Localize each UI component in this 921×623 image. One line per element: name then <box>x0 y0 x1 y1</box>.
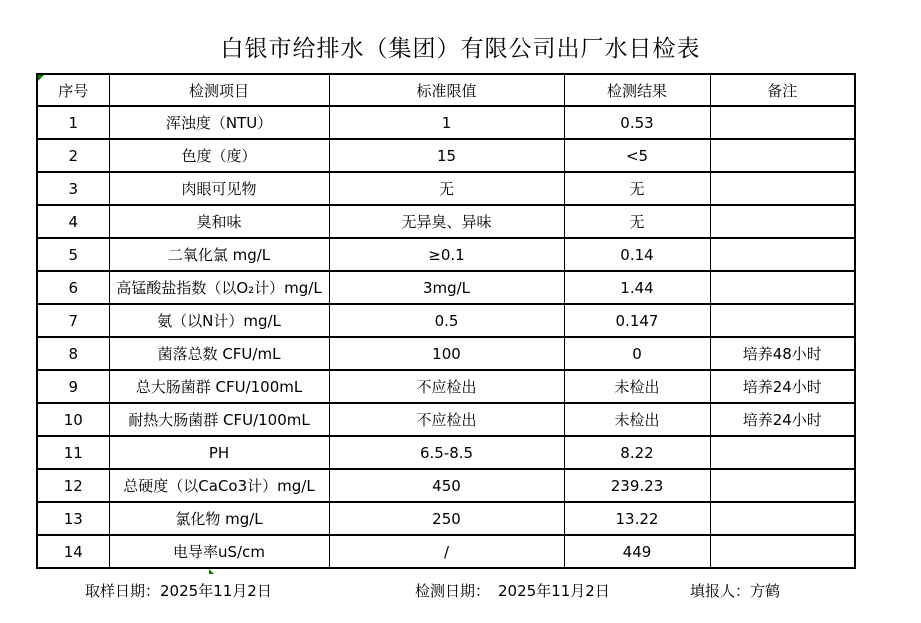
cell-item: 肉眼可见物 <box>109 172 329 205</box>
table-body <box>37 106 855 568</box>
cell-index: 6 <box>37 271 109 304</box>
testing-date <box>415 580 610 601</box>
cell-index: 8 <box>37 337 109 370</box>
cell-remark <box>710 238 855 271</box>
table-row <box>37 436 855 469</box>
cell-remark: 培养24小时 <box>710 370 855 403</box>
cell-result: 8.22 <box>564 436 710 469</box>
cell-index: 10 <box>37 403 109 436</box>
table-row <box>37 403 855 436</box>
cell-standard-limit: 15 <box>329 139 564 172</box>
cell-standard-limit: 不应检出 <box>329 403 564 436</box>
cell-index: 5 <box>37 238 109 271</box>
table-row <box>37 106 855 139</box>
cell-item: 菌落总数 CFU/mL <box>109 337 329 370</box>
cell-item: 臭和味 <box>109 205 329 238</box>
cell-standard-limit: 100 <box>329 337 564 370</box>
cell-result: <5 <box>564 139 710 172</box>
cell-index: 3 <box>37 172 109 205</box>
daily-check-table <box>36 73 856 569</box>
header-cell-standard-limit: 标准限值 <box>329 74 564 106</box>
cell-index: 2 <box>37 139 109 172</box>
cell-standard-limit: 不应检出 <box>329 370 564 403</box>
cell-remark <box>710 535 855 568</box>
cell-standard-limit: 0.5 <box>329 304 564 337</box>
table-row <box>37 535 855 568</box>
table-row <box>37 502 855 535</box>
reporter-name: 方鹤 <box>750 582 781 600</box>
cell-remark: 培养48小时 <box>710 337 855 370</box>
cell-result: 无 <box>564 172 710 205</box>
header-cell-result: 检测结果 <box>564 74 710 106</box>
table-row <box>37 271 855 304</box>
sampling-date-value: 2025年11月2日 <box>160 582 272 600</box>
cell-result: 0 <box>564 337 710 370</box>
page-title: 白银市给排水（集团）有限公司出厂水日检表 <box>220 36 701 62</box>
cell-remark <box>710 304 855 337</box>
footer <box>0 580 921 600</box>
table-row <box>37 337 855 370</box>
cell-remark <box>710 502 855 535</box>
reporter <box>690 580 780 601</box>
cell-remark: 培养24小时 <box>710 403 855 436</box>
cell-standard-limit: 3mg/L <box>329 271 564 304</box>
table-header-row <box>37 74 855 106</box>
cell-item: 浑浊度（NTU） <box>109 106 329 139</box>
cell-result: 1.44 <box>564 271 710 304</box>
table-row <box>37 139 855 172</box>
cell-remark <box>710 139 855 172</box>
cell-index: 13 <box>37 502 109 535</box>
cell-result: 无 <box>564 205 710 238</box>
cell-result: 0.147 <box>564 304 710 337</box>
cell-index: 11 <box>37 436 109 469</box>
cell-standard-limit: 无异臭、异味 <box>329 205 564 238</box>
cell-result: 0.53 <box>564 106 710 139</box>
table-row <box>37 304 855 337</box>
cell-index: 9 <box>37 370 109 403</box>
cell-standard-limit: 250 <box>329 502 564 535</box>
cell-remark <box>710 436 855 469</box>
cell-standard-limit: 450 <box>329 469 564 502</box>
cell-item: 二氧化氯 mg/L <box>109 238 329 271</box>
reporter-label: 填报人： <box>690 582 751 600</box>
cell-result: 13.22 <box>564 502 710 535</box>
table-row <box>37 205 855 238</box>
cell-item: 耐热大肠菌群 CFU/100mL <box>109 403 329 436</box>
cell-index: 4 <box>37 205 109 238</box>
cell-bottom-marker-icon <box>209 569 214 574</box>
cell-remark <box>710 469 855 502</box>
cell-result: 未检出 <box>564 370 710 403</box>
table-row <box>37 238 855 271</box>
header-cell-remark: 备注 <box>710 74 855 106</box>
cell-standard-limit: 无 <box>329 172 564 205</box>
testing-date-value: 2025年11月2日 <box>498 582 610 600</box>
cell-result: 239.23 <box>564 469 710 502</box>
testing-date-label: 检测日期： <box>415 582 491 600</box>
cell-item: 总大肠菌群 CFU/100mL <box>109 370 329 403</box>
sampling-date-label: 取样日期： <box>85 582 161 600</box>
cell-result: 未检出 <box>564 403 710 436</box>
table-row <box>37 370 855 403</box>
cell-item: 高锰酸盐指数（以O₂计）mg/L <box>109 271 329 304</box>
cell-result: 0.14 <box>564 238 710 271</box>
cell-remark <box>710 271 855 304</box>
header-cell-item: 检测项目 <box>109 74 329 106</box>
table-row <box>37 172 855 205</box>
cell-item: 电导率uS/cm <box>109 535 329 568</box>
cell-standard-limit: ≥0.1 <box>329 238 564 271</box>
cell-result: 449 <box>564 535 710 568</box>
cell-item: 总硬度（以CaCo3计）mg/L <box>109 469 329 502</box>
cell-item: 色度（度） <box>109 139 329 172</box>
cell-index: 12 <box>37 469 109 502</box>
cell-index: 14 <box>37 535 109 568</box>
cell-item: 氯化物 mg/L <box>109 502 329 535</box>
sampling-date <box>85 580 272 601</box>
cell-index: 1 <box>37 106 109 139</box>
header-cell-index: 序号 <box>37 74 109 106</box>
cell-standard-limit: 1 <box>329 106 564 139</box>
table-row <box>37 469 855 502</box>
cell-remark <box>710 106 855 139</box>
cell-remark <box>710 172 855 205</box>
cell-standard-limit: / <box>329 535 564 568</box>
cell-standard-limit: 6.5-8.5 <box>329 436 564 469</box>
cell-item: 氨（以N计）mg/L <box>109 304 329 337</box>
cell-item: PH <box>109 436 329 469</box>
cell-index: 7 <box>37 304 109 337</box>
cell-remark <box>710 205 855 238</box>
